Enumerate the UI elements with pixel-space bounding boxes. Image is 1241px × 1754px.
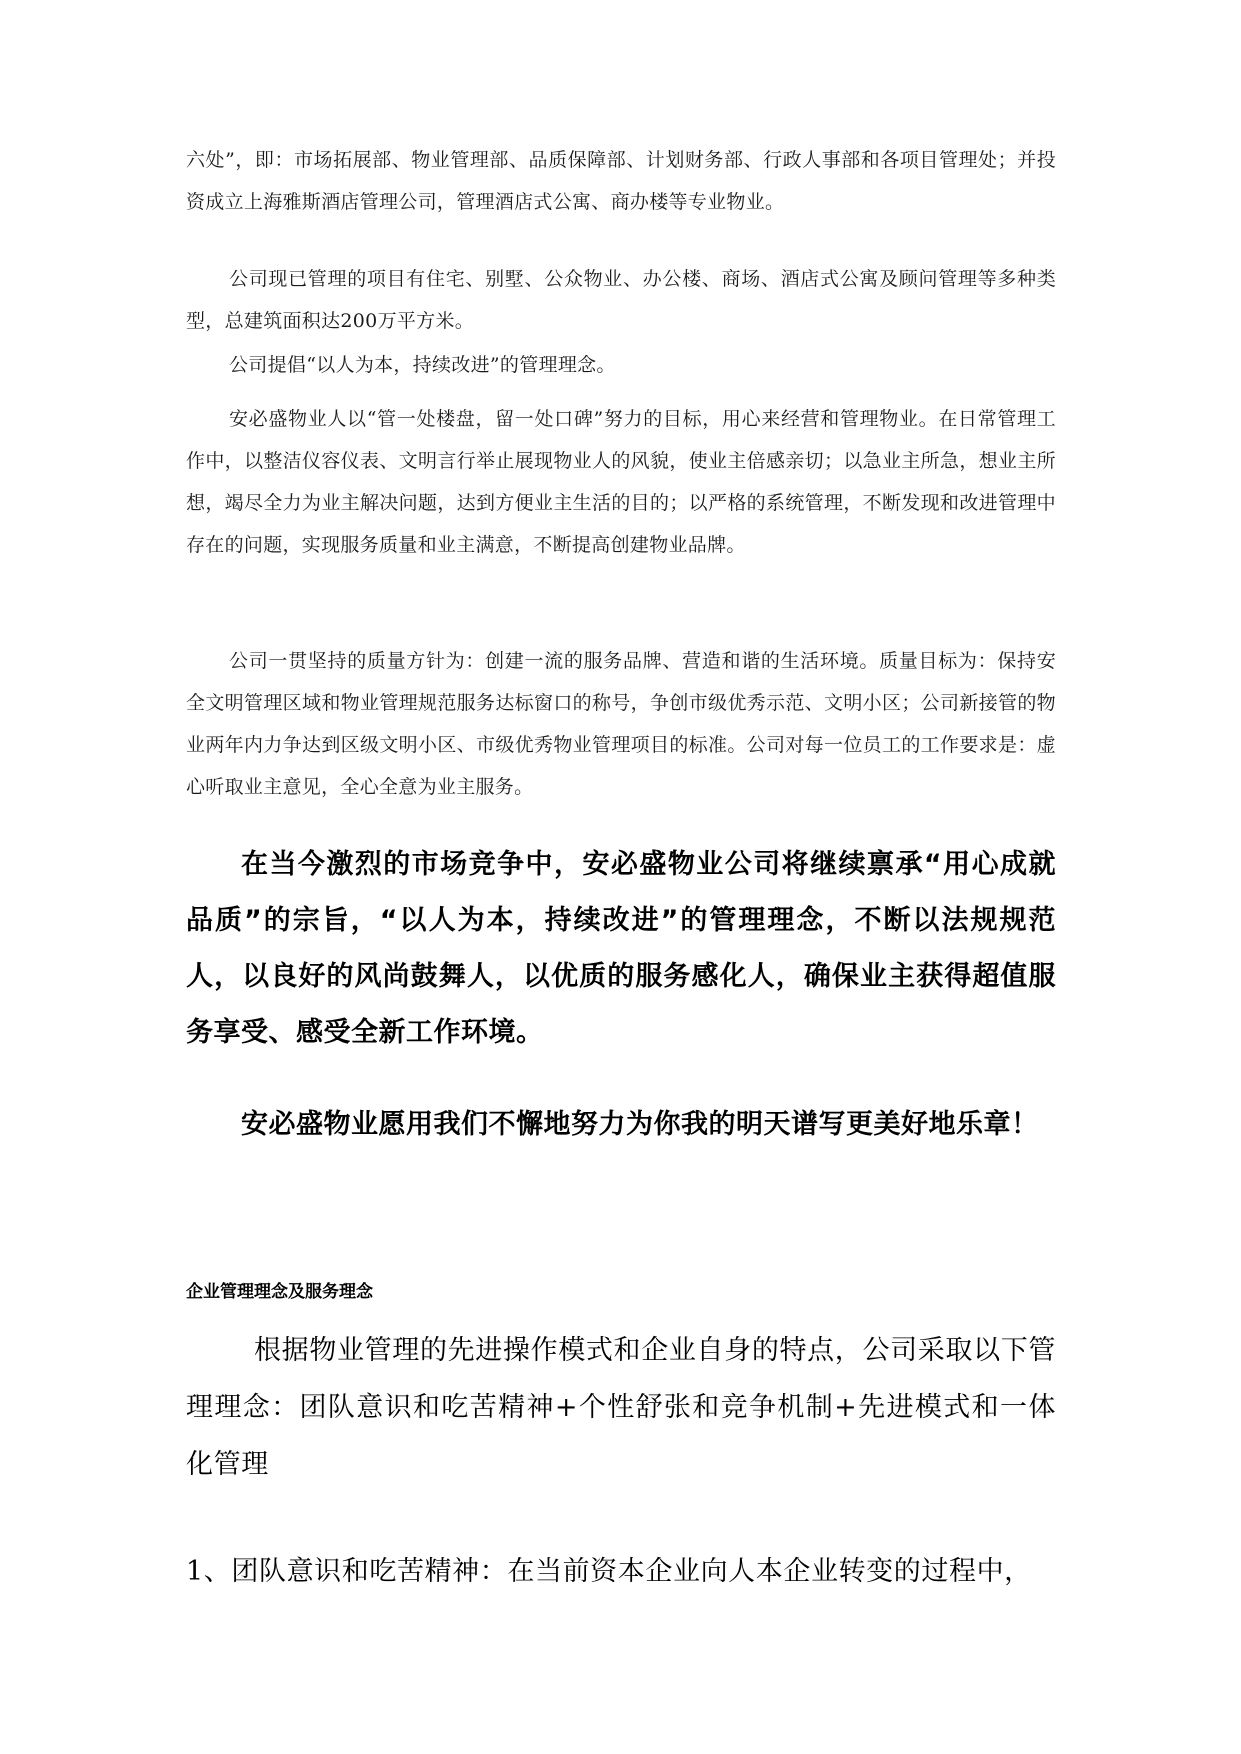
paragraph-service-goals: 安必盛物业人以“管一处楼盘，留一处口碑”努力的目标，用心来经营和管理物业。在日常管理工作中，以整洁仪容仪表、文明言行举止展现物业人的风貌，使业主倍感亲切；以急业主所急，想业主所想，竭尽全力为业主解决问题，达到方便业主生活的目的；以严格的系统管理，不断发现和改进管理中存在的问题，实现服务质量和业主满意，不断提高创建物业品牌。 <box>186 408 1056 556</box>
paragraph-quality-policy: 公司一贯坚持的质量方针为：创建一流的服务品牌、营造和谐的生活环境。质量目标为：保持安全文明管理区域和物业管理规范服务达标窗口的称号，争创市级优秀示范、文明小区；公司新接管的物业两年内力争达到区级文明小区、市级优秀物业管理项目的标准。公司对每一位员工的工作要求是：虚心听取业主意见，全心全意为业主服务。 <box>186 650 1056 798</box>
paragraph-philosophy: 公司提倡“以人为本，持续改进”的管理理念。 <box>229 354 616 376</box>
paragraph-closing-wish: 安必盛物业愿用我们不懈地努力为你我的明天谱写更美好地乐章！ <box>241 1109 1039 1140</box>
list-item-teamwork: 1、团队意识和吃苦精神：在当前资本企业向人本企业转变的过程中， <box>186 1556 1032 1587</box>
paragraph-competition-commitment: 在当今激烈的市场竞争中，安必盛物业公司将继续禀承“用心成就品质”的宗旨，“以人为本，持续改进”的管理理念，不断以法规规范人，以良好的风尚鼓舞人，以优质的服务感化人，确保业主获得超值服务享受、感受全新工作环境。 <box>186 849 1056 1048</box>
paragraph-departments: 六处”，即：市场拓展部、物业管理部、品质保障部、计划财务部、行政人事部和各项目管理处；并投资成立上海雅斯酒店管理公司，管理酒店式公寓、商办楼等专业物业。 <box>186 149 1056 213</box>
paragraph-management-concept: 根据物业管理的先进操作模式和企业自身的特点，公司采取以下管理理念：团队意识和吃苦精神+个性舒张和竞争机制+先进模式和一体化管理 <box>186 1335 1056 1480</box>
section-heading: 企业管理理念及服务理念 <box>186 1282 373 1302</box>
paragraph-managed-projects: 公司现已管理的项目有住宅、别墅、公众物业、办公楼、商场、酒店式公寓及顾问管理等多种类型，总建筑面积达200万平方米。 <box>186 268 1056 332</box>
